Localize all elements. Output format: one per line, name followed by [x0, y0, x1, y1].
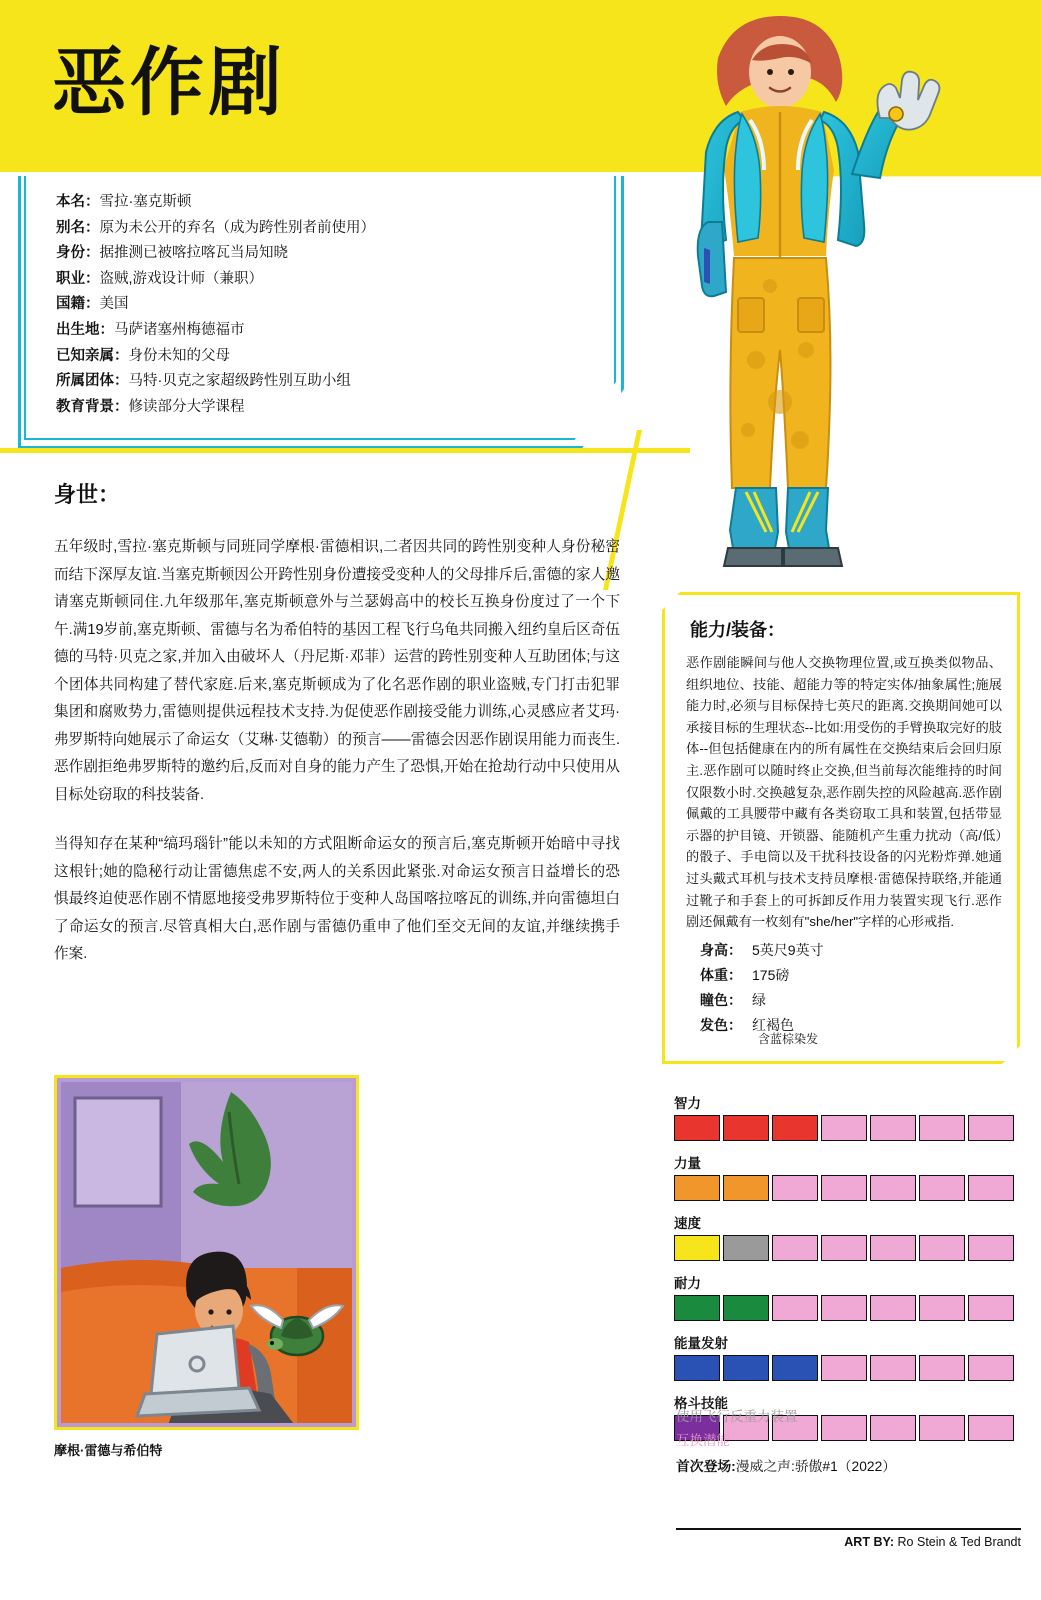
power-rating-cell [821, 1295, 867, 1321]
stat-label: 发色： [700, 1017, 742, 1033]
power-rating-label: 能量发射 [674, 1336, 728, 1351]
first-appearance [676, 1455, 896, 1475]
power-rating-cell [821, 1235, 867, 1261]
stat-value: 175磅 [752, 967, 790, 983]
origin-heading: 身世： [54, 482, 121, 507]
power-note: 互换潜能 [676, 1433, 730, 1448]
power-rating-cell [821, 1115, 867, 1141]
info-value: 马特·贝克之家超级跨性别互助小组 [128, 373, 351, 390]
stat-row [700, 938, 1000, 963]
power-rating-row [674, 1355, 1014, 1381]
power-rating-cell [674, 1355, 720, 1381]
power-rating-cell [870, 1355, 916, 1381]
art-credit-value: Ro Stein & Ted Brandt [897, 1535, 1021, 1549]
power-rating-label: 格斗技能 [674, 1396, 728, 1411]
power-rating-cell [919, 1115, 965, 1141]
info-label: 别名： [56, 219, 100, 236]
power-rating-cell [674, 1235, 720, 1261]
info-value: 雪拉·塞克斯顿 [99, 194, 192, 210]
info-row [56, 318, 616, 344]
power-rating-cell [968, 1115, 1014, 1141]
power-ratings-chart [674, 1092, 1014, 1452]
power-rating-group [674, 1212, 1014, 1261]
power-rating-cell [870, 1415, 916, 1441]
stat-label: 体重： [700, 967, 742, 983]
power-rating-cell [821, 1355, 867, 1381]
power-rating-cell [821, 1415, 867, 1441]
power-rating-cell [723, 1175, 769, 1201]
info-value: 原为未公开的弃名（成为跨性别者前使用） [99, 219, 375, 236]
first-appearance-label: 首次登场: [676, 1459, 736, 1474]
power-rating-cell [870, 1115, 916, 1141]
power-rating-cell [772, 1355, 818, 1381]
info-value: 修读部分大学课程 [128, 398, 245, 415]
power-rating-cell [870, 1295, 916, 1321]
power-rating-cell [968, 1235, 1014, 1261]
power-rating-cell [772, 1295, 818, 1321]
info-row [56, 292, 616, 318]
stat-row [700, 988, 1000, 1013]
info-value: 马萨诸塞州梅德福市 [114, 321, 245, 338]
info-value: 据推测已被喀拉喀瓦当局知晓 [99, 245, 288, 262]
stat-label: 瞳色： [700, 992, 742, 1008]
power-rating-cell [674, 1175, 720, 1201]
power-rating-row [674, 1295, 1014, 1321]
power-rating-label: 耐力 [674, 1276, 701, 1291]
stat-label: 身高： [700, 942, 742, 958]
power-rating-row [674, 1175, 1014, 1201]
power-rating-cell [968, 1175, 1014, 1201]
power-rating-cell [919, 1175, 965, 1201]
power-rating-cell [968, 1355, 1014, 1381]
info-label: 本名： [56, 194, 100, 210]
info-value: 美国 [99, 296, 129, 313]
power-rating-cell [870, 1235, 916, 1261]
power-rating-group [674, 1272, 1014, 1321]
power-rating-label: 智力 [674, 1096, 701, 1111]
info-row [56, 267, 616, 293]
power-rating-cell [870, 1175, 916, 1201]
info-label: 已知亲属： [56, 347, 129, 364]
info-label: 教育背景： [56, 398, 129, 415]
abilities-heading: 能力/装备： [690, 620, 786, 640]
power-rating-label: 速度 [674, 1216, 701, 1231]
power-rating-cell [723, 1115, 769, 1141]
power-rating-cell [772, 1235, 818, 1261]
power-rating-group [674, 1332, 1014, 1381]
power-rating-row [674, 1115, 1014, 1141]
stat-value: 红褐色 [752, 1017, 794, 1033]
info-label: 身份： [56, 245, 100, 262]
power-rating-cell [968, 1415, 1014, 1441]
power-rating-cell [772, 1175, 818, 1201]
power-rating-row [674, 1235, 1014, 1261]
info-label: 所属团体： [56, 373, 129, 390]
character-illustration [630, 0, 1041, 600]
photo-caption: 摩根·雷德与希伯特 [54, 1443, 163, 1458]
power-rating-cell [919, 1295, 965, 1321]
power-rating-label: 力量 [674, 1156, 701, 1171]
power-rating-group [674, 1152, 1014, 1201]
power-rating-cell [821, 1175, 867, 1201]
stat-value: 5英尺9英寸 [752, 942, 824, 958]
comic-panel-photo [54, 1075, 359, 1430]
stat-row [700, 1013, 1000, 1038]
power-rating-cell [674, 1115, 720, 1141]
origin-paragraph: 当得知存在某种“缟玛瑙针”能以未知的方式阻断命运女的预言后,塞克斯顿开始暗中寻找这根针;她的隐秘行动让雷德焦虑不安,两人的关系因此紧张.对命运女预言日益增长的恐惧最终迫使恶作剧不情愿地接受弗罗斯特位于变种人岛国喀拉喀瓦的训练,并向雷德坦白了命运女的预言.尽管真相大白,恶作剧与雷德仍重申了他们至交无间的友谊,并继续携手作案. [54, 836, 620, 962]
info-label: 国籍： [56, 296, 100, 313]
info-row [56, 190, 616, 216]
power-rating-cell [919, 1415, 965, 1441]
character-info-list [56, 190, 616, 420]
comic-panel-art [61, 1082, 352, 1423]
info-row [56, 216, 616, 242]
power-rating-cell [723, 1355, 769, 1381]
power-rating-cell [919, 1235, 965, 1261]
hair-note: 含蓝棕染发 [758, 1032, 819, 1046]
physical-stats [700, 938, 1000, 1038]
abilities-text: 恶作剧能瞬间与他人交换物理位置,或互换类似物品、组织地位、技能、超能力等的特定实体/抽象属性;施展能力时,必须与目标保持七英尺的距离.交换期间她可以承接目标的生理状态--比如:用受伤的手臂换取完好的肢体--但包括健康在内的所有属性在交换结束后会回归原主.恶作剧可以随时终止交换,但当前每次能维持的时间仅限数小时.交换越复杂,恶作剧失控的风险越高.恶作剧佩戴的工具腰带中藏有各类窃取工具和装置,包括带显示器的护目镜、开锁器、能随机产生重力扰动（高/低）的骰子、手电筒以及干扰科技设备的闪光粉炸弹.她通过头戴式耳机与技术支持员摩根·雷德保持联络,并能通过靴子和手套上的可拆卸反作用力装置实现飞行.恶作剧还佩戴有一枚刻有"she/her"字样的心形戒指. [686, 655, 1002, 930]
info-row [56, 369, 616, 395]
info-value: 盗贼,游戏设计师（兼职） [99, 270, 264, 287]
first-appearance-value: 漫威之声:骄傲#1（2022） [735, 1459, 897, 1474]
stat-value: 绿 [752, 992, 766, 1008]
info-value: 身份未知的父母 [128, 347, 230, 364]
info-label: 职业： [56, 270, 100, 287]
divider-yellow-horizontal [0, 448, 690, 453]
equipment-note: 使用飞行反重力装置 [676, 1409, 798, 1424]
power-rating-cell [674, 1295, 720, 1321]
info-label: 出生地： [56, 321, 114, 338]
power-rating-cell [723, 1235, 769, 1261]
art-credit [676, 1528, 1021, 1549]
origin-body [54, 534, 620, 991]
power-rating-group [674, 1092, 1014, 1141]
info-row [56, 344, 616, 370]
page-title: 恶作剧 [52, 41, 286, 124]
info-row [56, 241, 616, 267]
art-credit-label: ART BY: [844, 1535, 895, 1549]
comic-panel-inner [61, 1082, 352, 1423]
power-rating-cell [723, 1295, 769, 1321]
stat-row [700, 963, 1000, 988]
origin-paragraph: 五年级时,雪拉·塞克斯顿与同班同学摩根·雷德相识,二者因共同的跨性别变种人身份秘密而结下深厚友谊.当塞克斯顿因公开跨性别身份遭接受变种人的父母排斥后,雷德的家人邀请塞克斯顿同住.九年级那年,塞克斯顿意外与兰瑟姆高中的校长互换身份度过了一个下午.满19岁前,塞克斯顿、雷德与名为希伯特的基因工程飞行乌龟共同搬入纽约皇后区奇伍德的马特·贝克之家,并加入由破坏人（丹尼斯·邓菲）运营的跨性别变种人互助团体;与这个团体共同构建了替代家庭.后来,塞克斯顿成为了化名恶作剧的职业盗贼,专门打击犯罪集团和腐败势力,雷德则提供远程技术支持.为促使恶作剧接受能力训练,心灵感应者艾玛·弗罗斯特向她展示了命运女（艾琳·艾德勒）的预言——雷德会因恶作剧误用能力而丧生.恶作剧拒绝弗罗斯特的邀约后,反而对自身的能力产生了恐惧,开始在抢劫行动中只使用从目标处窃取的科技装备. [54, 539, 620, 803]
power-rating-cell [919, 1355, 965, 1381]
power-rating-cell [772, 1115, 818, 1141]
info-row [56, 395, 616, 421]
power-rating-cell [968, 1295, 1014, 1321]
